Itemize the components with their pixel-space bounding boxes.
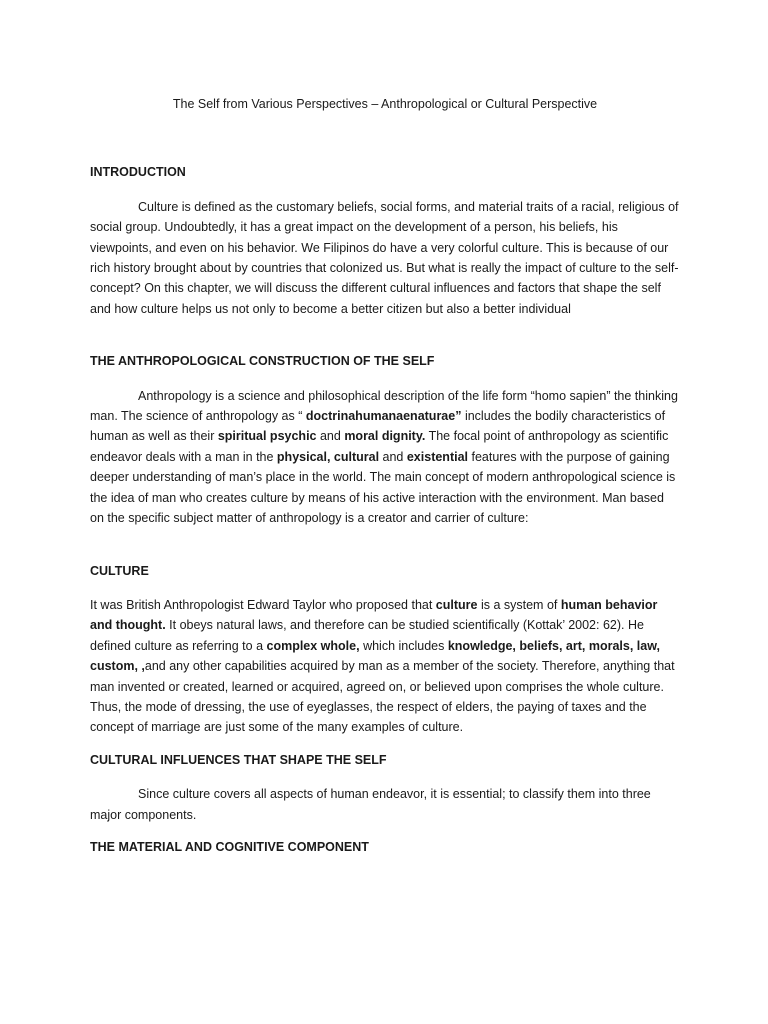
culture-paragraph <box>90 595 680 738</box>
culture-text-e: and any other capabilities acquired by man as a member of the society. Therefore, anything that man invented or created, learned or acquired, agreed on, or believed upon comprises the whole culture. Thus, the mode of dressing, the use of eyeglasses, the respect of elders, the paying of taxes and the concept of marriage are just some of the many examples of culture. <box>90 659 675 735</box>
culture-bold-behavior: human behavior and thought. <box>90 597 658 633</box>
anthropology-text-f: features with the purpose of gaining deeper understanding of man’s place in the world. The main concept of modern anthropological science is the idea of man who creates culture by means of his active interaction with the environment. Man based on the specific subject matter of anthropology is a creator and carrier of culture: <box>90 449 676 526</box>
anthropological-heading: THE ANTHROPOLOGICAL CONSTRUCTION OF THE SELF <box>90 354 435 369</box>
culture-text-c: It obeys natural laws, and therefore can be studied scientifically (Kottak’ 2002: 62). He defined culture as referring to a <box>90 618 644 653</box>
anthropology-text-d: The focal point of anthropology as scientific endeavor deals with a man in the <box>90 429 669 464</box>
document-title: The Self from Various Perspectives – Anthropological or Cultural Perspective <box>172 97 598 111</box>
culture-text-d: which includes <box>359 638 448 653</box>
anthropology-text-e: and <box>379 449 407 464</box>
material-heading: THE MATERIAL AND COGNITIVE COMPONENT <box>90 839 369 854</box>
anthropology-paragraph <box>90 386 680 529</box>
introduction-paragraph: Culture is defined as the customary beliefs, social forms, and material traits of a racial, religious of social group. Undoubtedly, it has a great impact on the development of a person, his beliefs, his viewpoints, and even on his behavior. We Filipinos do have a very colorful culture. This is because of our rich history brought about by countries that colonized us. But what is really the impact of culture to the self-concept? On this chapter, we will discuss the different cultural influences and factors that shape the self and how culture helps us not only to become a better citizen but also a better individual <box>90 199 679 316</box>
anthropology-bold-physical: physical, cultural <box>276 449 380 464</box>
culture-text-b: is a system of <box>477 597 561 612</box>
anthropology-bold-spiritual: spiritual psychic <box>217 429 317 444</box>
influences-paragraph: Since culture covers all aspects of human endeavor, it is essential; to classify them into three major components. <box>90 787 651 822</box>
anthropology-bold-latin-term: doctrinahumanaenaturae” <box>305 409 462 424</box>
anthropology-bold-existential: existential <box>406 449 468 464</box>
culture-bold-complex-whole: complex whole, <box>266 638 360 653</box>
anthropology-text-c: and <box>316 429 345 444</box>
anthropology-text-b: includes the bodily characteristics of human as well as their <box>90 409 666 444</box>
anthropology-text-a: Anthropology is a science and philosophical description of the life form “homo sapien” the thinking man. The science of anthropology as “ <box>90 388 678 424</box>
introduction-heading: INTRODUCTION <box>90 165 186 180</box>
document-body <box>90 94 680 871</box>
anthropology-bold-moral: moral dignity. <box>344 429 426 444</box>
influences-heading: CULTURAL INFLUENCES THAT SHAPE THE SELF <box>90 752 387 767</box>
culture-text-a: It was British Anthropologist Edward Taylor who proposed that <box>90 597 436 612</box>
culture-heading: CULTURE <box>90 563 149 578</box>
culture-bold-knowledge: knowledge, beliefs, art, morals, law, custom, , <box>90 638 660 674</box>
culture-bold-culture: culture <box>435 597 478 612</box>
